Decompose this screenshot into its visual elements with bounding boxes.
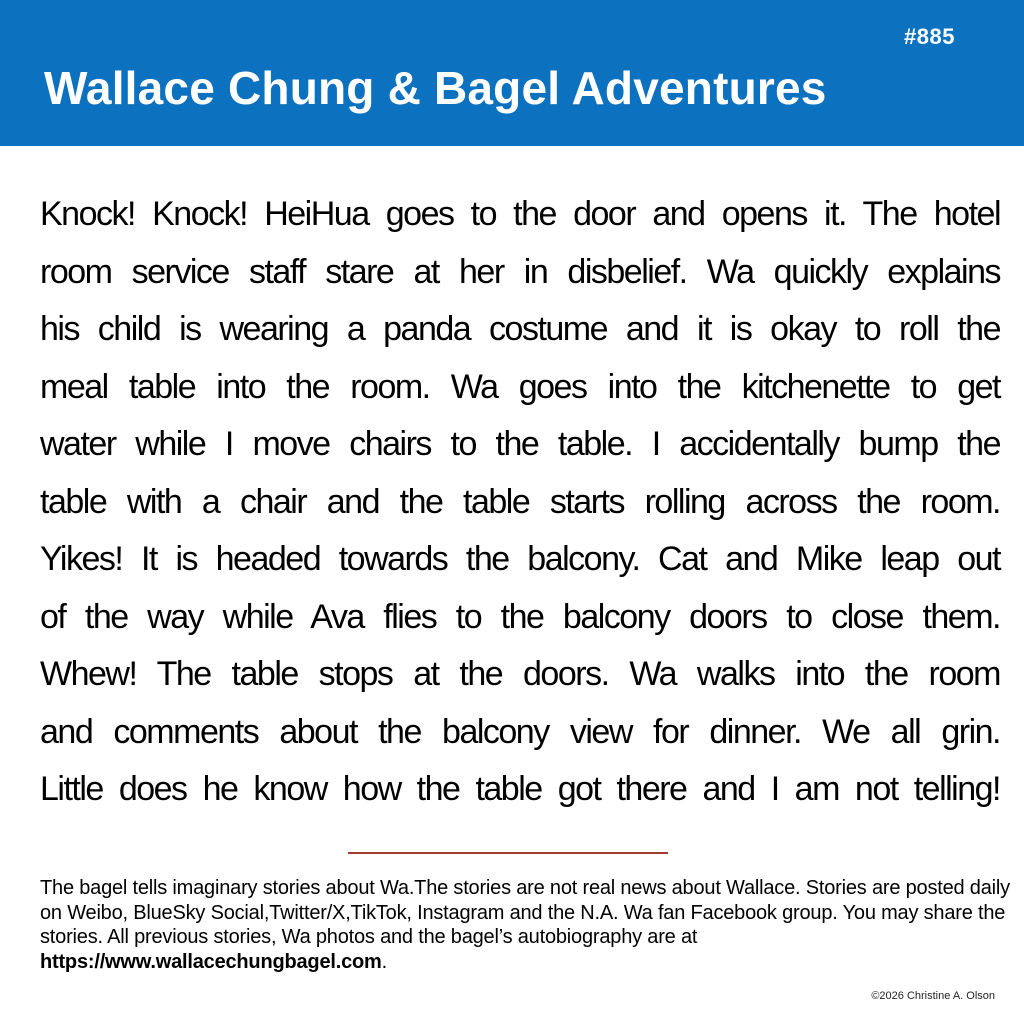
story-text [40,186,1000,819]
story-line: Little does he know how the table got there and I am not telling! [40,770,1000,808]
story-line: Yikes! It is headed towards the balcony. Cat and Mike leap out [40,540,1000,578]
footer-end: . [381,950,387,973]
story-line: and comments about the balcony view for dinner. We all grin. [40,712,1000,751]
story-line: his child is wearing a panda costume and it is okay to roll the [40,310,1000,348]
page-title: Wallace Chung & Bagel Adventures [44,62,827,114]
website-link[interactable]: https://www.wallacechungbagel.com [40,950,382,973]
footer-note [40,876,1010,974]
divider [348,852,668,854]
story-line: table with a chair and the table starts rolling across the room. [40,482,1000,521]
header-banner [0,0,1024,146]
footer-text: The bagel tells imaginary stories about Wa.The stories are not real news about Wallace. Stories are posted daily on Weibo, BlueSky Social,Twitter/X,TikTok, Instagram and the N.A. Wa fan Facebook group. You may share the stories. All previous stories, Wa photos and the bagel’s autobiography are at [40,877,1010,948]
story-line: meal table into the room. Wa goes into the kitchenette to get [40,367,1000,406]
story-line: of the way while Ava flies to the balcony doors to close them. [40,597,1000,636]
story-line: room service staff stare at her in disbelief. Wa quickly explains [40,252,1000,291]
story-line: Whew! The table stops at the doors. Wa walks into the room [40,655,1000,693]
copyright: ©2026 Christine A. Olson [871,990,995,1002]
story-line: Knock! Knock! HeiHua goes to the door and opens it. The hotel [40,195,1000,233]
issue-number: #885 [904,24,955,49]
story-line: water while I move chairs to the table. I accidentally bump the [40,425,1000,463]
